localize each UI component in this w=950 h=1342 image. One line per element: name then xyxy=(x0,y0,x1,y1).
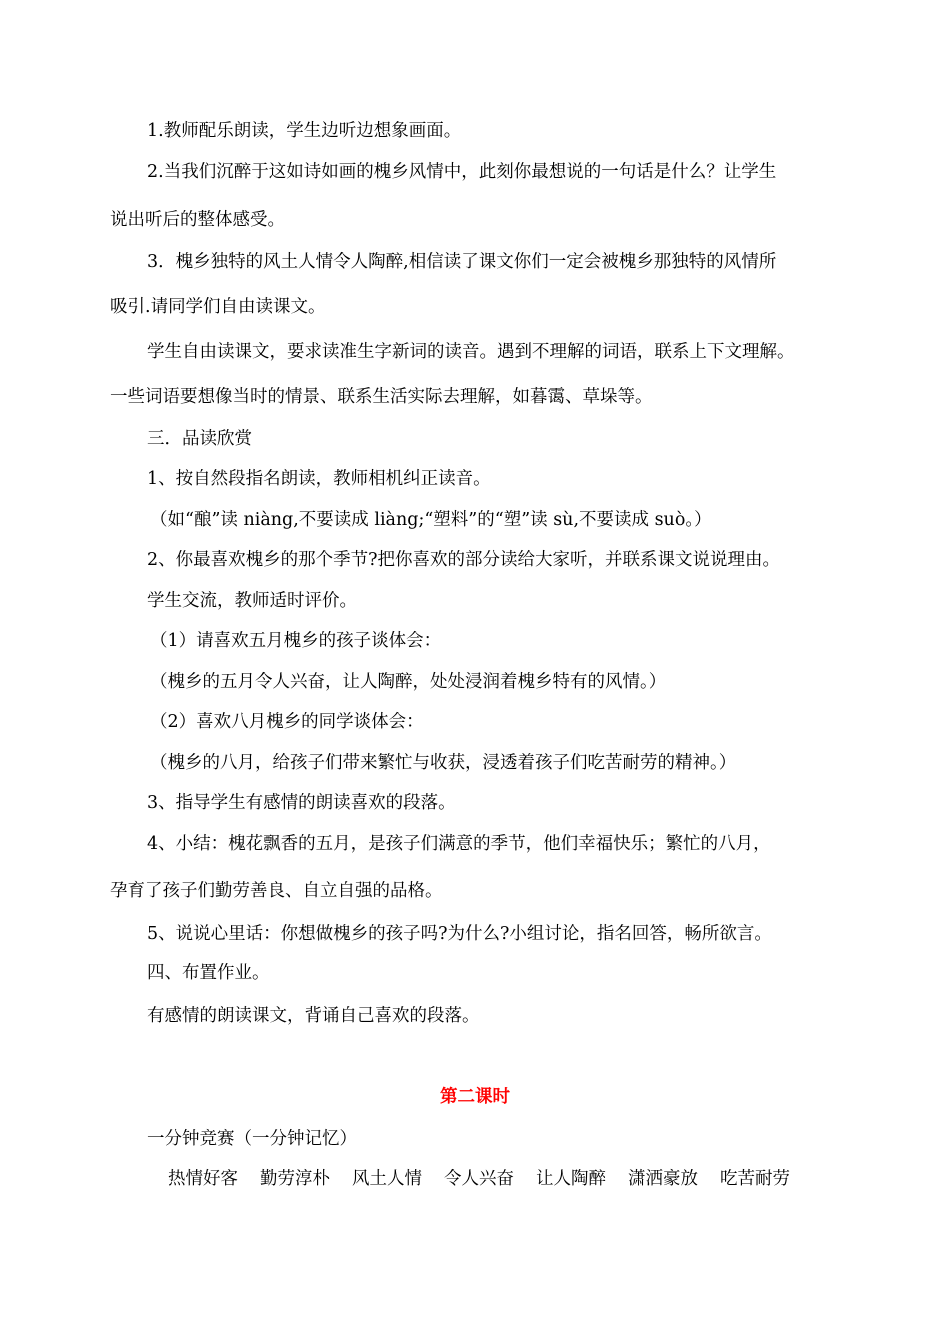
paragraph-line: 4、小结：槐花飘香的五月，是孩子们满意的季节，他们幸福快乐；繁忙的八月， xyxy=(147,834,771,854)
paragraph-line: 1.教师配乐朗读，学生边听边想象画面。 xyxy=(147,121,462,141)
paragraph-line: 3、指导学生有感情的朗读喜欢的段落。 xyxy=(147,793,456,813)
lesson-title: 第二课时 xyxy=(440,1087,510,1107)
word-item: 吃苦耐劳 xyxy=(720,1169,790,1189)
competition-line: 一分钟竞赛（一分钟记忆） xyxy=(147,1129,357,1149)
word-item: 令人兴奋 xyxy=(444,1169,514,1189)
paragraph-line: 吸引.请同学们自由读课文。 xyxy=(110,297,326,317)
paragraph-line: 学生交流，教师适时评价。 xyxy=(147,591,357,611)
paragraph-line: 说出听后的整体感受。 xyxy=(110,210,285,230)
paragraph-line: （1）请喜欢五月槐乡的孩子谈体会： xyxy=(150,631,442,651)
paragraph-line: 1、按自然段指名朗读，教师相机纠正读音。 xyxy=(147,469,491,489)
word-item: 热情好客 xyxy=(168,1169,238,1189)
paragraph-line: （2）喜欢八月槐乡的同学谈体会： xyxy=(150,712,424,732)
word-item: 潇洒豪放 xyxy=(628,1169,698,1189)
word-item: 让人陶醉 xyxy=(536,1169,606,1189)
paragraph-line: 2.当我们沉醉于这如诗如画的槐乡风情中，此刻你最想说的一句话是什么？让学生 xyxy=(147,162,777,182)
paragraph-line: 学生自由读课文，要求读准生字新词的读音。遇到不理解的词语，联系上下文理解。 xyxy=(147,342,795,362)
paragraph-line: 3．槐乡独特的风土人情令人陶醉,相信读了课文你们一定会被槐乡那独特的风情所 xyxy=(147,252,777,272)
word-list xyxy=(168,1167,790,1191)
section-heading: 三．品读欣赏 xyxy=(147,429,252,449)
paragraph-line: （槐乡的八月，给孩子们带来繁忙与收获，浸透着孩子们吃苦耐劳的精神。） xyxy=(150,753,737,773)
word-item: 勤劳淳朴 xyxy=(260,1169,330,1189)
paragraph-line: 2、你最喜欢槐乡的那个季节?把你喜欢的部分读给大家听，并联系课文说说理由。 xyxy=(147,550,781,570)
paragraph-line: （如“酿”读 niàng,不要读成 liàng;“塑料”的“塑”读 sù,不要读成 suò。） xyxy=(150,510,712,530)
paragraph-line: 5、说说心里话：你想做槐乡的孩子吗?为什么?小组讨论，指名回答，畅所欲言。 xyxy=(147,924,772,944)
section-heading: 四、布置作业。 xyxy=(147,963,270,983)
paragraph-line: 一些词语要想像当时的情景、联系生活实际去理解，如暮霭、草垛等。 xyxy=(110,387,653,407)
paragraph-line: 有感情的朗读课文，背诵自己喜欢的段落。 xyxy=(147,1006,480,1026)
paragraph-line: 孕育了孩子们勤劳善良、自立自强的品格。 xyxy=(110,881,443,901)
paragraph-line: （槐乡的五月令人兴奋，让人陶醉，处处浸润着槐乡特有的风情。） xyxy=(150,672,667,692)
word-item: 风土人情 xyxy=(352,1169,422,1189)
